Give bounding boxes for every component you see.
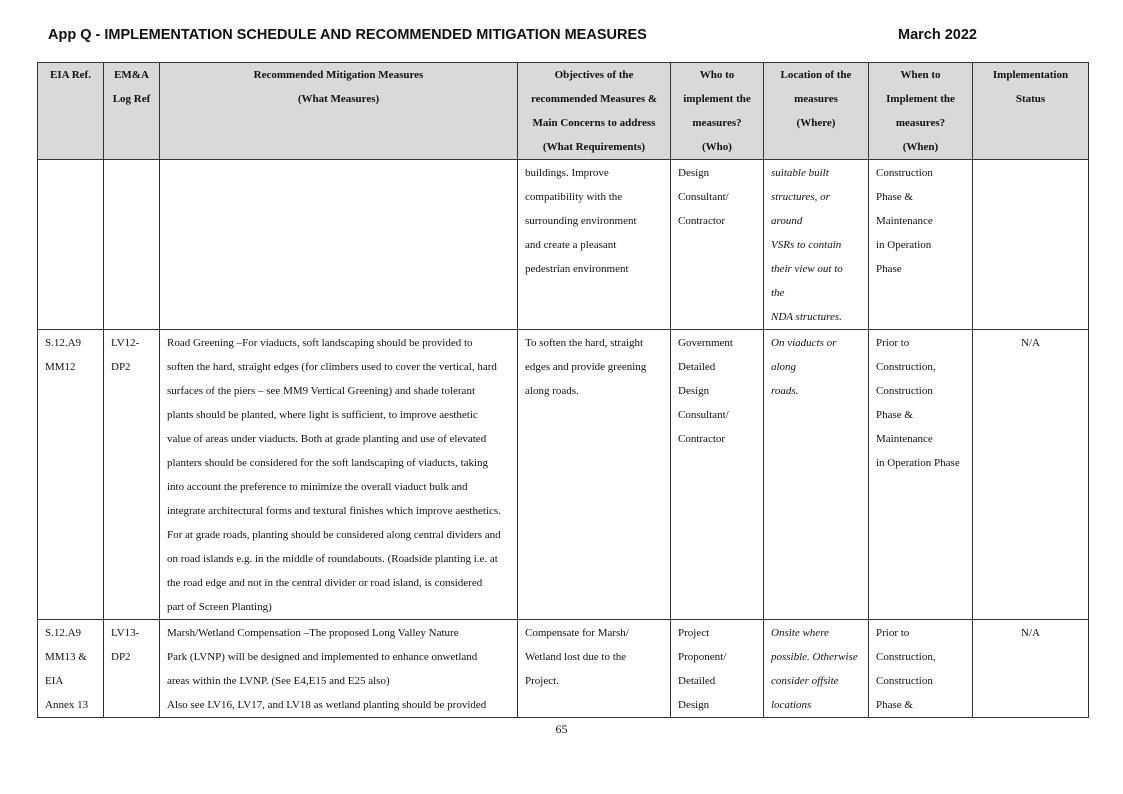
text-line: Also see LV16, LV17, and LV18 as wetland planting should be provided (167, 699, 487, 711)
text-line: areas within the LVNP. (See E4,E15 and E25 also) (167, 675, 390, 687)
text-line: Wetland lost due to the (525, 651, 627, 663)
cell-where (764, 330, 869, 620)
cell-status (973, 160, 1089, 330)
text-line: locations (771, 699, 812, 711)
cell-objectives (518, 330, 671, 620)
text-line: Phase (876, 263, 902, 275)
text-line: their view out to (771, 263, 843, 275)
text-line: Compensate for Marsh/ (525, 627, 629, 639)
text-line: the (771, 287, 785, 299)
text-line: along (771, 361, 797, 373)
text-line: Construction, (876, 361, 936, 373)
text-line: Location of the (780, 69, 852, 81)
document-title: App Q - IMPLEMENTATION SCHEDULE AND RECOMMENDED MITIGATION MEASURES (48, 27, 647, 43)
cell-who (671, 620, 764, 718)
text-line: possible. Otherwise (771, 651, 858, 663)
text-line: roads. (771, 385, 799, 397)
document-date: March 2022 (898, 27, 977, 43)
text-line: Maintenance (876, 215, 933, 227)
text-line: value of areas under viaducts. Both at grade planting and use of elevated (167, 433, 487, 445)
text-line: Log Ref (112, 93, 151, 105)
cell-who (671, 330, 764, 620)
text-line: edges and provide greening (525, 361, 647, 373)
cell-who (671, 160, 764, 330)
text-line: on road islands e.g. in the middle of roundabouts. (Roadside planting i.e. at (167, 553, 498, 565)
text-line: along roads. (525, 385, 579, 397)
text-line: DP2 (111, 651, 131, 663)
column-header-measures (160, 63, 518, 160)
cell-when (869, 160, 973, 330)
text-line: MM13 & (45, 651, 87, 663)
cell-where (764, 620, 869, 718)
text-line: suitable built (771, 167, 829, 179)
text-line: Main Concerns to address (532, 117, 656, 129)
text-line: To soften the hard, straight (525, 337, 644, 349)
cell-eia-ref (38, 620, 104, 718)
text-line: Construction (876, 167, 933, 179)
text-line: Objectives of the (554, 69, 634, 81)
text-line: Proponent/ (678, 651, 727, 663)
text-line: Contractor (678, 433, 726, 445)
text-line: Prior to (876, 627, 910, 639)
text-line: LV12- (111, 337, 140, 349)
text-line: plants should be planted, where light is sufficient, to improve aesthetic (167, 409, 478, 421)
text-line: in Operation Phase (876, 457, 960, 469)
text-line: planters should be considered for the soft landscaping of viaducts, taking (167, 457, 489, 469)
text-line: Construction (876, 675, 933, 687)
text-line: Status (1015, 93, 1046, 105)
text-line: EIA (45, 675, 64, 687)
column-header-when (869, 63, 973, 160)
cell-measures (160, 160, 518, 330)
text-line: EIA Ref. (50, 69, 91, 81)
text-line: VSRs to contain (771, 239, 842, 251)
text-line: measures? (692, 117, 742, 129)
text-line: Phase & (876, 699, 913, 711)
text-line: around (771, 215, 803, 227)
text-line: Consultant/ (678, 409, 729, 421)
text-line: consider offsite (771, 675, 839, 687)
text-line: Annex 13 (45, 699, 89, 711)
text-line: Construction (876, 385, 933, 397)
cell-where (764, 160, 869, 330)
text-line: surfaces of the piers – see MM9 Vertical Greening) and shade tolerant (167, 385, 475, 397)
text-line: Marsh/Wetland Compensation –The proposed Long Valley Nature (167, 627, 459, 639)
cell-log-ref (104, 620, 160, 718)
column-header-eia-ref (38, 63, 104, 160)
text-line: Project. (525, 675, 559, 687)
cell-eia-ref (38, 330, 104, 620)
column-header-where (764, 63, 869, 160)
text-line: Phase & (876, 191, 913, 203)
text-line: Road Greening –For viaducts, soft landscaping should be provided to (167, 337, 473, 349)
cell-when (869, 330, 973, 620)
column-header-who (671, 63, 764, 160)
text-line: Implement the (886, 93, 955, 105)
text-line: integrate architectural forms and textural finishes which improve aesthetics. (167, 505, 501, 517)
text-line: Prior to (876, 337, 910, 349)
cell-objectives (518, 620, 671, 718)
text-line: Maintenance (876, 433, 933, 445)
text-line: On viaducts or (771, 337, 837, 349)
table-row (38, 620, 1089, 718)
text-line: measures? (895, 117, 946, 129)
page-number: 65 (555, 722, 568, 736)
text-line: Recommended Mitigation Measures (253, 69, 424, 81)
text-line: Detailed (678, 361, 716, 373)
text-line: S.12.A9 (45, 627, 82, 639)
text-line: N/A (1021, 337, 1040, 349)
table-row (38, 330, 1089, 620)
text-line: surrounding environment (525, 215, 637, 227)
text-line: pedestrian environment (525, 263, 629, 275)
text-line: MM12 (45, 361, 76, 373)
text-line: (Who) (702, 141, 732, 153)
column-header-log-ref (104, 63, 160, 160)
text-line: Government (678, 337, 733, 349)
cell-status (973, 330, 1089, 620)
text-line: soften the hard, straight edges (for climbers used to cover the vertical, hard (167, 361, 497, 373)
text-line: EM&A (114, 69, 149, 81)
cell-log-ref (104, 160, 160, 330)
text-line: Design (678, 699, 710, 711)
text-line: part of Screen Planting) (167, 601, 272, 613)
text-line: Implementation (992, 69, 1069, 81)
text-line: and create a pleasant (525, 239, 617, 251)
text-line: Design (678, 167, 710, 179)
column-header-objectives (518, 63, 671, 160)
text-line: Onsite where (771, 627, 829, 639)
text-line: (What Measures) (297, 93, 380, 105)
text-line: Who to (699, 69, 735, 81)
text-line: When to (900, 69, 941, 81)
text-line: (When) (902, 141, 939, 153)
text-line: DP2 (111, 361, 131, 373)
text-line: Design (678, 385, 710, 397)
cell-log-ref (104, 330, 160, 620)
text-line: (What Requirements) (542, 141, 646, 153)
text-line: LV13- (111, 627, 140, 639)
page-header (48, 27, 1123, 49)
text-line: implement the (683, 93, 751, 105)
text-line: Detailed (678, 675, 716, 687)
text-line: Park (LVNP) will be designed and implemented to enhance onwetland (167, 651, 478, 663)
text-line: structures, or (771, 191, 830, 203)
text-line: S.12.A9 (45, 337, 82, 349)
cell-when (869, 620, 973, 718)
text-line: buildings. Improve (525, 167, 609, 179)
text-line: NDA structures. (771, 311, 842, 323)
text-line: N/A (1021, 627, 1040, 639)
text-line: in Operation (876, 239, 932, 251)
cell-measures (160, 330, 518, 620)
cell-status (973, 620, 1089, 718)
text-line: into account the preference to minimize the overall viaduct bulk and (167, 481, 468, 493)
cell-objectives (518, 160, 671, 330)
text-line: compatibility with the (525, 191, 623, 203)
text-line: Project (678, 627, 710, 639)
text-line: Construction, (876, 651, 936, 663)
text-line: Phase & (876, 409, 913, 421)
text-line: recommended Measures & (530, 93, 658, 105)
implementation-schedule-table (37, 62, 1089, 718)
table-header-row (38, 63, 1089, 160)
text-line: the road edge and not in the central divider or road island, is considered (167, 577, 483, 589)
text-line: Contractor (678, 215, 726, 227)
text-line: Consultant/ (678, 191, 729, 203)
text-line: (Where) (796, 117, 836, 129)
text-line: measures (794, 93, 838, 105)
column-header-status (973, 63, 1089, 160)
table-row (38, 160, 1089, 330)
text-line: For at grade roads, planting should be considered along central dividers and (167, 529, 501, 541)
cell-measures (160, 620, 518, 718)
cell-eia-ref (38, 160, 104, 330)
